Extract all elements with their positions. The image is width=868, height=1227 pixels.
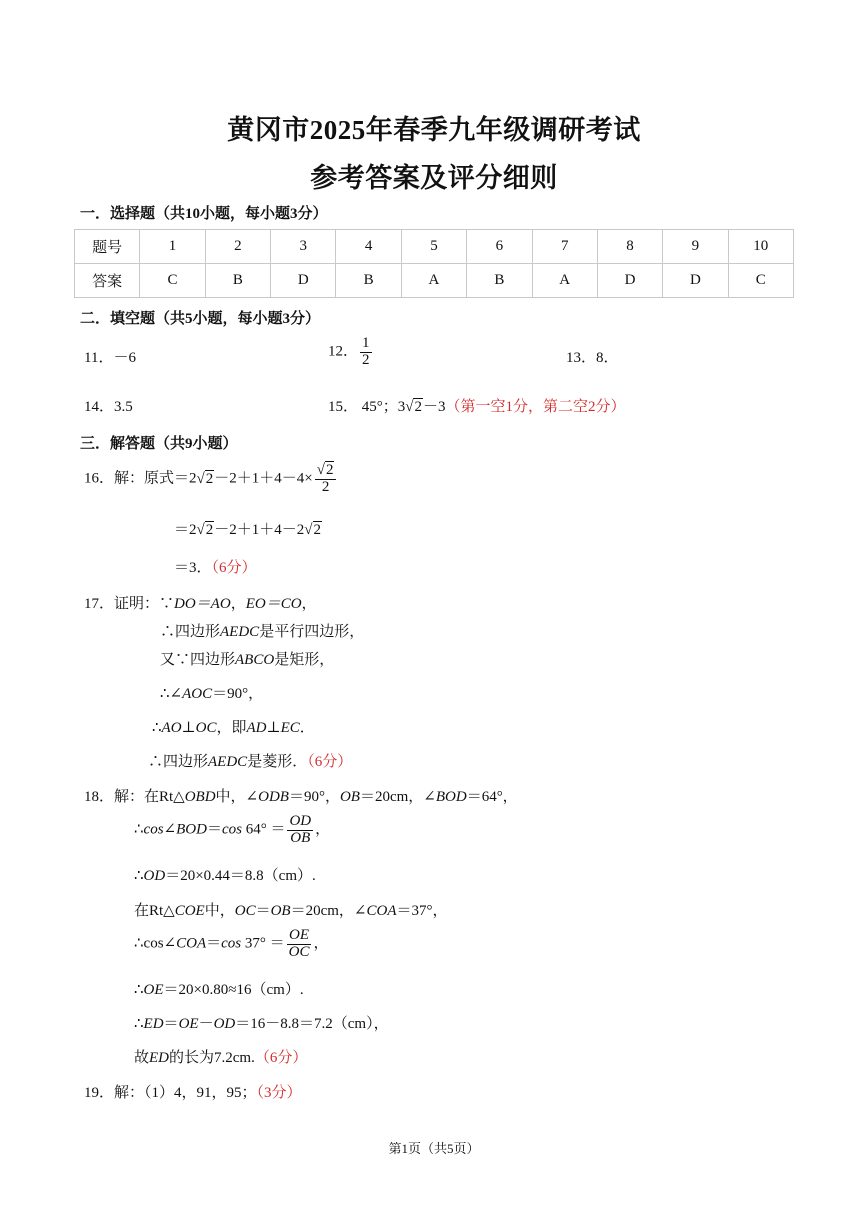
table-cell: C — [728, 264, 793, 298]
table-cell: A — [532, 264, 597, 298]
text: 是平行四边形， — [259, 624, 365, 640]
text: 37° ＝ — [241, 935, 285, 952]
q18-line-6 — [134, 978, 304, 999]
fraction-numerator: OE — [287, 928, 312, 945]
text: ＝20×0.44＝8.8（cm）. — [165, 868, 316, 884]
text: AEDC — [220, 624, 260, 640]
text: ∴四边形 — [148, 754, 209, 770]
text: ． — [299, 720, 315, 736]
text: ∴∠ — [160, 686, 183, 702]
text: ∴ — [134, 982, 144, 998]
q18-line-5 — [134, 928, 328, 961]
text: BOD — [435, 789, 467, 805]
text: ＝2 — [174, 522, 197, 538]
table-cell: 7 — [532, 230, 597, 264]
table-cell: A — [401, 264, 466, 298]
text: AOC — [182, 686, 213, 702]
table-cell: 1 — [140, 230, 205, 264]
text: EO＝CO — [245, 596, 302, 612]
text: ＝37°， — [396, 903, 448, 919]
sqrt-symbol: √2 — [405, 399, 422, 415]
sqrt-symbol: √2 — [304, 522, 321, 538]
fraction-denominator: OC — [288, 943, 310, 960]
text: ODB — [258, 789, 289, 805]
q18-line-8 — [134, 1046, 307, 1067]
text: ， — [313, 935, 329, 952]
q16-line-1 — [84, 463, 338, 496]
q15-tail: －3 — [422, 399, 446, 415]
score-note: （6分） — [211, 560, 257, 576]
text: ∴ — [134, 868, 144, 884]
choice-answer-table — [74, 229, 794, 298]
score-note: （6分） — [254, 1050, 308, 1066]
text: ∴ — [134, 1016, 144, 1032]
text: －2＋1＋4－2 — [214, 522, 305, 538]
text: OE — [143, 982, 164, 998]
text: ED — [143, 1016, 164, 1032]
text: ∴四边形 — [160, 624, 221, 640]
text: cos — [221, 821, 242, 838]
text: ＝20×0.80≈16（cm）. — [163, 982, 304, 998]
q18-line-2 — [134, 814, 330, 847]
text: ED — [149, 1050, 170, 1066]
text: AEDC — [208, 754, 248, 770]
text: 中， — [204, 903, 235, 919]
fraction — [315, 463, 337, 496]
text: OB — [270, 903, 291, 919]
q18-line-1 — [84, 785, 518, 806]
text: －2＋1＋4－4× — [214, 470, 313, 487]
text: ∴cos∠ — [134, 935, 177, 952]
q17-line-6 — [148, 750, 352, 771]
section-heading-fill: 二．填空题（共5小题，每小题3分） — [80, 311, 321, 327]
text: ＝64°， — [466, 789, 518, 805]
text: cos∠BOD — [143, 821, 207, 838]
page-title: 黄冈市2025年春季九年级调研考试 — [227, 115, 641, 145]
text: OC — [234, 903, 256, 919]
row-label-question: 题号 — [75, 230, 140, 264]
table-cell: B — [336, 264, 401, 298]
text: 是菱形． — [247, 754, 308, 770]
table-cell: 8 — [597, 230, 662, 264]
q17-line-3 — [160, 648, 334, 669]
answer-q14: 14．3.5 — [84, 399, 133, 415]
text: OD — [143, 868, 166, 884]
text: 故 — [134, 1050, 150, 1066]
text: ， — [230, 596, 246, 612]
text: OBD — [184, 789, 216, 805]
text: OB — [339, 789, 360, 805]
q17-line-4 — [160, 682, 263, 703]
score-note: （3分） — [256, 1085, 302, 1101]
text: 64° ＝ — [241, 821, 286, 838]
text: ， — [315, 821, 331, 838]
score-note: （6分） — [307, 754, 353, 770]
fraction-numerator: OD — [289, 813, 312, 829]
table-cell: D — [271, 264, 336, 298]
text: 19．解：（1）4，91，95； — [84, 1085, 257, 1101]
table-cell: 4 — [336, 230, 401, 264]
answer-q12 — [328, 336, 374, 369]
table-cell: 3 — [271, 230, 336, 264]
table-cell: D — [597, 264, 662, 298]
text: ＝16－8.8＝7.2（cm）， — [235, 1016, 389, 1032]
text: COA — [176, 935, 207, 952]
text: ， — [301, 596, 317, 612]
text: 18．解：在Rt△ — [84, 789, 185, 805]
q18-line-3 — [134, 864, 316, 885]
text: COE — [174, 903, 205, 919]
text: 是矩形， — [274, 652, 335, 668]
text: OD — [213, 1016, 236, 1032]
text: ＝90°， — [288, 789, 340, 805]
text: AD⊥EC — [246, 720, 300, 736]
fraction-numerator: √2 — [315, 463, 337, 480]
table-cell: B — [467, 264, 532, 298]
text: ＝ — [255, 903, 271, 919]
page-footer: 第1页（共5页） — [388, 1141, 480, 1156]
text: 的长为7.2cm. — [169, 1050, 255, 1066]
text: DO＝AO — [174, 596, 231, 612]
table-cell: B — [205, 264, 270, 298]
text: 中，∠ — [215, 789, 259, 805]
q18-line-7 — [134, 1012, 389, 1033]
text: ABCO — [235, 652, 275, 668]
text: 在Rt△ — [134, 903, 175, 919]
text: ＝90°， — [212, 686, 264, 702]
fraction — [287, 928, 312, 961]
q16-line-3 — [174, 556, 257, 577]
text: AO⊥OC — [161, 720, 217, 736]
text: ∴ — [152, 720, 162, 736]
table-cell: C — [140, 264, 205, 298]
table-cell: 5 — [401, 230, 466, 264]
q12-label: 12． — [328, 343, 359, 360]
section-heading-choice: 一．选择题（共10小题，每小题3分） — [80, 206, 328, 222]
text: OE — [178, 1016, 199, 1032]
table-cell: 10 — [728, 230, 793, 264]
q17-line-1 — [84, 592, 317, 613]
table-row-answers — [75, 264, 794, 298]
answer-q13: 13．8． — [566, 350, 619, 366]
fraction-numerator: 1 — [362, 335, 370, 351]
text: ，即 — [216, 720, 247, 736]
row-label-answer: 答案 — [75, 264, 140, 298]
table-cell: D — [663, 264, 728, 298]
q17-line-5 — [152, 716, 315, 737]
fraction — [287, 814, 313, 847]
fraction-denominator: 2 — [362, 351, 370, 368]
q16-line-2 — [174, 518, 322, 539]
q19-line-1 — [84, 1081, 302, 1102]
page-subtitle: 参考答案及评分细则 — [310, 163, 558, 193]
text: ∴ — [134, 821, 144, 838]
text: ＝ — [206, 821, 222, 838]
text: 16．解：原式＝2 — [84, 470, 197, 487]
text: ＝ — [163, 1016, 179, 1032]
q12-fraction — [360, 336, 372, 369]
q17-line-2 — [160, 620, 364, 641]
text: ＝ — [206, 935, 222, 952]
q15-text: 15． 45°；3 — [328, 399, 406, 415]
table-cell: 6 — [467, 230, 532, 264]
table-row-question-numbers — [75, 230, 794, 264]
text: ＝20cm，∠ — [290, 903, 367, 919]
table-cell: 9 — [663, 230, 728, 264]
sqrt-symbol: √2 — [196, 522, 214, 538]
text: cos — [221, 935, 242, 952]
table-cell: 2 — [205, 230, 270, 264]
text: 又∵四边形 — [160, 652, 236, 668]
text: ＝20cm，∠ — [359, 789, 436, 805]
fraction-denominator: OB — [290, 829, 311, 846]
score-note: （第一空1分，第二空2分） — [445, 399, 626, 415]
fraction-denominator: 2 — [321, 478, 330, 495]
sqrt-symbol: √2 — [196, 470, 214, 487]
text: ＝3． — [174, 560, 212, 576]
text: COA — [366, 903, 397, 919]
q18-line-4 — [134, 899, 448, 920]
answer-q11: 11．－6 — [84, 350, 136, 366]
text: － — [198, 1016, 214, 1032]
section-heading-solve: 三．解答题（共9小题） — [80, 436, 238, 452]
text: 17．证明：∵ — [84, 596, 175, 612]
answer-q15 — [328, 395, 626, 416]
